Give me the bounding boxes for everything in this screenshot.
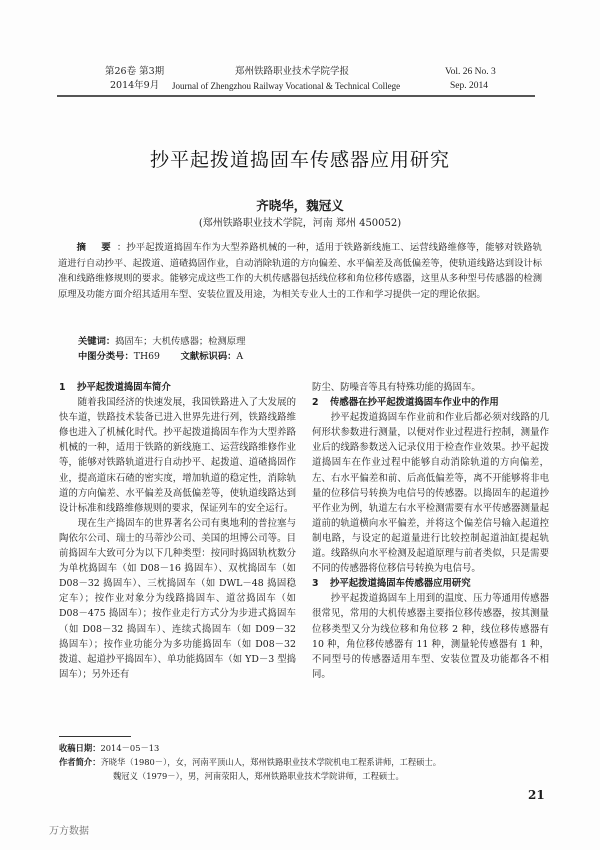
section-2-heading: 2 传感器在抄平起拨道捣固车作业中的作用 xyxy=(312,397,499,409)
footnote-rule xyxy=(59,736,131,737)
doc-code-label: 文献标识码： xyxy=(180,351,237,362)
abstract xyxy=(58,240,542,302)
section-1-paragraph-2: 现在生产捣固车的世界著名公司有奥地利的普拉塞与陶依尔公司、瑞士的马蒂沙公司、美国的坦博公司等。目前捣固车大致可分为以下几种类型：按同时捣固轨枕数分为单枕捣固车（如 D08－16 捣固车）、双枕捣固车（如 D08－32 捣固车）、三枕捣固车（如 DWL－48 捣固稳定车）；按作业对象分为线路捣固车、道岔捣固车（如 D08－475 捣固车）；按作业走行方式分为步进式捣固车（如 D08－32 捣固车）、连续式捣固车（如 D09－32 捣固车）；按作业功能分为多功能捣固车（如 D08－32 拨道、起道抄平捣固车）、单功能捣固车（如 YD－3 型捣固车）；另外还有 xyxy=(59,517,296,680)
footnote-author-bio-1: 作者简介：齐晓华（1980－），女，河南平顶山人，郑州铁路职业技术学院机电工程系讲师，工程硕士。 xyxy=(59,757,442,767)
header-rule xyxy=(57,95,535,97)
section-2-paragraph-1: 抄平起拨道捣固车作业前和作业后都必须对线路的几何形状参数进行测量，以便对作业过程进行控制，测量作业后的线路参数送入记录仪用于检查作业效果。抄平起拨道捣固车在作业过程中能够自动消除轨道的方向偏差，左、右水平偏差和前、后高低偏差等，离不开能够将非电量的位移信号转换为电信号的传感器。以捣固车的起道抄平作业为例，轨道左右水平检测需要有水平传感器测量起道前的轨道横向水平偏差，并将这个偏差信号输入起道控制电路，与设定的起道量进行比较控制起道油缸提起轨道。线路纵向水平检测及起道原理与前者类似，只是需要不同的传感器将位移信号转换为电信号。 xyxy=(312,412,549,575)
doc-code-value: A xyxy=(236,351,244,362)
body-column-left xyxy=(59,380,296,682)
keywords-label: 关键词： xyxy=(78,336,116,347)
footnote-author-bio-2: 魏冠义（1979－），男，河南荥阳人，郑州铁路职业技术学院讲师，工程硕士。 xyxy=(113,771,404,781)
watermark: 万方数据 xyxy=(49,826,89,837)
page-number: 21 xyxy=(528,788,545,802)
keywords xyxy=(78,334,245,349)
section-3-heading: 3 抄平起拨道捣固车传感器应用研究 xyxy=(312,578,471,590)
header-journal-en: Journal of Zhengzhou Railway Vocational & Technical College xyxy=(172,81,401,91)
body-column-right xyxy=(312,380,549,682)
footnote-received: 收稿日期：2014－05－13 xyxy=(59,743,160,753)
header-date-cn: 2014年9月 xyxy=(110,80,160,91)
abstract-label: 摘 要 xyxy=(76,242,117,253)
clc-value: TH69 xyxy=(133,351,160,362)
header-volume-en: Vol. 26 No. 3 xyxy=(445,67,496,77)
section-1-paragraph-2-continued: 防尘、防噪音等具有特殊功能的捣固车。 xyxy=(312,382,481,393)
clc-label: 中图分类号： xyxy=(78,351,134,362)
section-1-paragraph-1: 随着我国经济的快速发展，我国铁路进入了大发展的快车道，铁路技术装备已进入世界先进行列，铁路线路维修也进入了机械化时代。抄平起拨道捣固车作为大型养路机械的一种，适用于铁路的新线施工、运营线路维修作业等，能够对铁路轨道进行自动抄平、起拨道、道碴捣固作业，提高道床石碴的密实度，增加轨道的稳定性，消除轨道的方向偏差、水平偏差及高低偏差等，使轨道线路达到设计标准和线路维修规则的要求，保证列车的安全运行。 xyxy=(59,397,296,514)
article-affiliation: (郑州铁路职业技术学院，河南 郑州 450052) xyxy=(198,218,402,229)
keywords-text: 捣固车；大机传感器；检测原理 xyxy=(115,336,246,347)
header-volume-cn: 第26卷 第3期 xyxy=(105,66,165,77)
article-authors: 齐晓华，魏冠义 xyxy=(256,198,344,213)
section-3-paragraph-1: 抄平起拨道捣固车上用到的温度、压力等通用传感器很常见，常用的大机传感器主要指位移传感器，按其测量位移类型又分为线位移和角位移 2 种，线位移传感器有 10 种，角位移传感器有 11 种，测量轮传感器有 1 种，不同型号的传感器适用车型、安装位置及功能都各不相同。 xyxy=(312,593,549,680)
classification xyxy=(78,349,243,364)
header-journal-cn: 郑州铁路职业技术学院学报 xyxy=(234,66,349,77)
section-1-heading: 1 抄平起拨道捣固车简介 xyxy=(59,382,171,393)
article-title: 抄平起拨道捣固车传感器应用研究 xyxy=(149,149,450,171)
abstract-text: ：抄平起拨道捣固车作为大型养路机械的一种，适用于铁路新线施工、运营线路维修等，能够对铁路轨道进行自动抄平、起拨道、道碴捣固作业，自动消除轨道的方向偏差、水平偏差及高低偏差等，使轨道线路达到设计标准和线路维修规则的要求。能够完成这些工作的大机传感器包括线位移和角位移传感器，这里从多种型号传感器的检测原理及功能方面介绍其适用车型、安装位置及用途，为相关专业人士的工作和学习提供一定的理论依据。 xyxy=(58,242,542,300)
header-date-en: Sep. 2014 xyxy=(450,81,488,91)
